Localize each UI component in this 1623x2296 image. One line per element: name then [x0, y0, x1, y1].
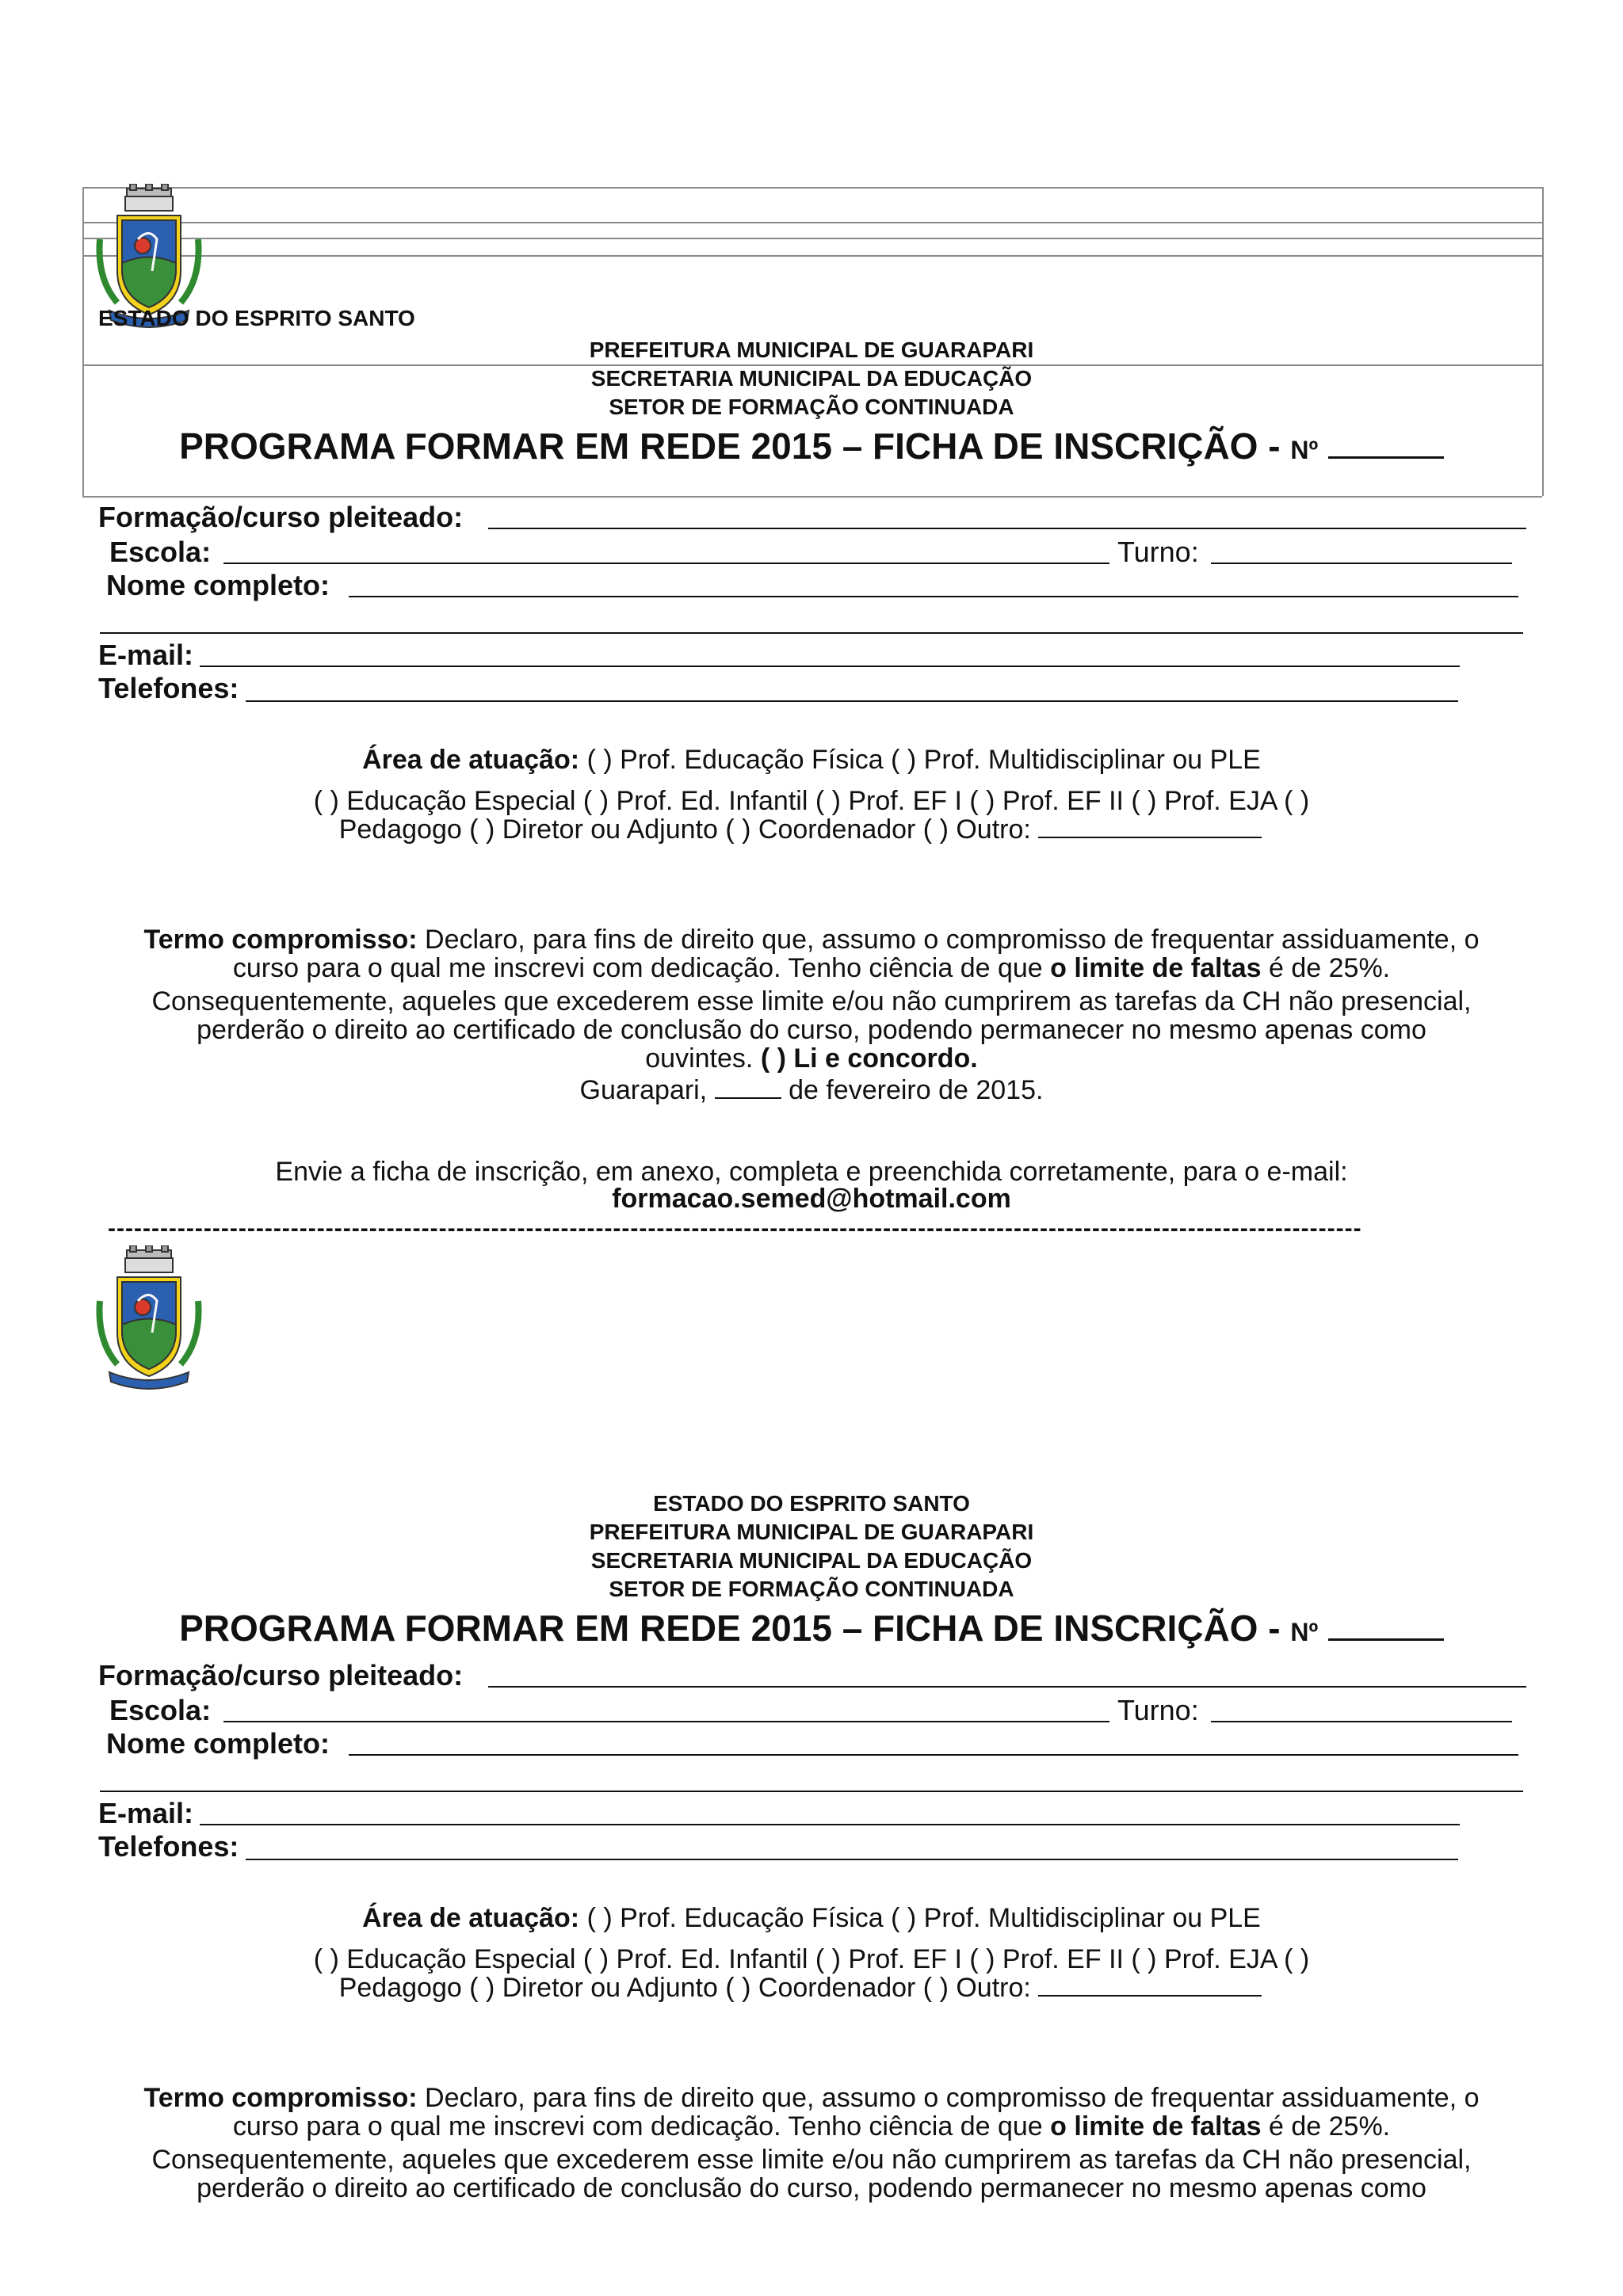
- termo-line-1: [95, 925, 1528, 954]
- area-line-1: [0, 745, 1623, 775]
- prefeitura-name: PREFEITURA MUNICIPAL DE GUARAPARI: [589, 1520, 1034, 1544]
- day-input-line[interactable]: [715, 1078, 781, 1099]
- date-line: [95, 1076, 1528, 1104]
- turno-label: Turno:: [1117, 1694, 1199, 1726]
- termo-line-3: Consequentemente, aqueles que excederem esse limite e/ou não cumprirem as tarefas da CH não presencial,: [151, 2145, 1472, 2175]
- nome-input-line-2[interactable]: [100, 1791, 1523, 1792]
- escola-label: Escola:: [109, 1694, 212, 1726]
- area-line-3: [0, 814, 1612, 845]
- nome-input-line[interactable]: [349, 1754, 1518, 1756]
- curso-label: Formação/curso pleiteado:: [98, 501, 464, 533]
- secretaria-name: SECRETARIA MUNICIPAL DA EDUCAÇÃO: [590, 366, 1033, 391]
- setor-name: SETOR DE FORMAÇÃO CONTINUADA: [609, 395, 1014, 419]
- outro-input-line[interactable]: [1038, 816, 1262, 838]
- state-name: ESTADO DO ESPRITO SANTO: [98, 306, 415, 330]
- form-number-blank[interactable]: [1328, 1607, 1444, 1641]
- curso-input-line[interactable]: [488, 528, 1526, 529]
- escola-label: Escola:: [109, 536, 212, 568]
- termo-text-5: ouvintes.: [645, 1043, 754, 1074]
- secretaria-name: SECRETARIA MUNICIPAL DA EDUCAÇÃO: [590, 1548, 1033, 1573]
- telefones-input-line[interactable]: [246, 1859, 1458, 1860]
- telefones-label: Telefones:: [98, 672, 239, 704]
- cut-separator: ------------------------------------------------------------------------------------------------------------------------------------------------: [108, 1215, 1362, 1241]
- agree-checkbox[interactable]: ( ) Li e concordo.: [760, 1043, 978, 1074]
- municipal-crest-logo: [94, 1245, 204, 1396]
- form-title: [0, 425, 1623, 467]
- area-line-1: [0, 1903, 1623, 1933]
- area-options-3[interactable]: Pedagogo ( ) Diretor ou Adjunto ( ) Coordenador ( ) Outro:: [338, 1973, 1031, 2003]
- form-title: [0, 1607, 1623, 1650]
- escola-input-line[interactable]: [223, 1721, 1109, 1722]
- area-options-3[interactable]: Pedagogo ( ) Diretor ou Adjunto ( ) Coordenador ( ) Outro:: [338, 814, 1031, 845]
- termo-text-2a: curso para o qual me inscrevi com dedicação. Tenho ciência de que: [232, 953, 1043, 983]
- nome-label: Nome completo:: [106, 1727, 330, 1760]
- escola-input-line[interactable]: [223, 563, 1109, 564]
- header-border-bottom: [82, 496, 1542, 498]
- area-options-2[interactable]: ( ) Educação Especial ( ) Prof. Ed. Infantil ( ) Prof. EF I ( ) Prof. EF II ( ) Prof. EJA ( ): [313, 786, 1310, 816]
- email-input-line[interactable]: [200, 1824, 1460, 1825]
- turno-label: Turno:: [1117, 536, 1199, 568]
- state-name: ESTADO DO ESPRITO SANTO: [653, 1491, 970, 1516]
- header-border-top: [82, 187, 1542, 189]
- form-number-blank[interactable]: [1328, 425, 1444, 459]
- outro-input-line[interactable]: [1038, 1974, 1262, 1997]
- header-rule: [82, 255, 1542, 257]
- area-options-2[interactable]: ( ) Educação Especial ( ) Prof. Ed. Infantil ( ) Prof. EF I ( ) Prof. EF II ( ) Prof. EJA ( ): [313, 1944, 1310, 1974]
- termo-line-3: Consequentemente, aqueles que excederem esse limite e/ou não cumprirem as tarefas da CH não presencial,: [151, 986, 1472, 1016]
- termo-block: [95, 2084, 1528, 2203]
- form-number-label: Nº: [1290, 1618, 1319, 1646]
- telefones-input-line[interactable]: [246, 700, 1458, 702]
- termo-line-4: perderão o direito ao certificado de conclusão do curso, podendo permanecer no mesmo apenas como: [197, 1015, 1426, 1045]
- email-input-line[interactable]: [200, 666, 1460, 667]
- turno-input-line[interactable]: [1211, 563, 1512, 564]
- area-label: Área de atuação:: [362, 745, 580, 775]
- termo-line-2: [95, 954, 1528, 982]
- envie-text: Envie a ficha de inscrição, em anexo, completa e preenchida corretamente, para o e-mail:: [275, 1157, 1348, 1187]
- date-prefix: Guarapari,: [579, 1075, 708, 1105]
- termo-text-1: Declaro, para fins de direito que, assumo o compromisso de frequentar assiduamente, o: [425, 2083, 1480, 2113]
- email-label: E-mail:: [98, 1797, 194, 1829]
- area-options-1[interactable]: ( ) Prof. Educação Física ( ) Prof. Multidisciplinar ou PLE: [586, 745, 1261, 775]
- termo-text-2a: curso para o qual me inscrevi com dedicação. Tenho ciência de que: [232, 2111, 1043, 2142]
- form-title-text: PROGRAMA FORMAR EM REDE 2015 – FICHA DE INSCRIÇÃO -: [179, 425, 1281, 467]
- header-rule: [82, 222, 1542, 223]
- termo-label: Termo compromisso:: [143, 925, 418, 955]
- termo-line-1: [95, 2084, 1528, 2112]
- nome-input-line-2[interactable]: [100, 632, 1523, 634]
- termo-label: Termo compromisso:: [143, 2083, 418, 2113]
- header-rule: [82, 238, 1542, 239]
- termo-line-4: perderão o direito ao certificado de conclusão do curso, podendo permanecer no mesmo apenas como: [197, 2173, 1426, 2203]
- curso-label: Formação/curso pleiteado:: [98, 1659, 464, 1691]
- termo-line-5: [95, 1044, 1528, 1073]
- termo-bold: o limite de faltas: [1050, 953, 1262, 983]
- termo-text-2b: é de 25%.: [1269, 953, 1391, 983]
- turno-input-line[interactable]: [1211, 1721, 1512, 1722]
- termo-text-2b: é de 25%.: [1269, 2111, 1391, 2142]
- prefeitura-name: PREFEITURA MUNICIPAL DE GUARAPARI: [589, 338, 1034, 362]
- email-label: E-mail:: [98, 639, 194, 671]
- nome-label: Nome completo:: [106, 569, 330, 601]
- area-label: Área de atuação:: [362, 1903, 580, 1933]
- termo-block: [95, 925, 1528, 1104]
- termo-bold: o limite de faltas: [1050, 2111, 1262, 2142]
- date-suffix: de fevereiro de 2015.: [789, 1075, 1044, 1105]
- email-address-link[interactable]: formacao.semed@hotmail.com: [612, 1184, 1011, 1214]
- telefones-label: Telefones:: [98, 1830, 239, 1863]
- form-number-label: Nº: [1290, 436, 1319, 464]
- termo-line-2: [95, 2112, 1528, 2141]
- setor-name: SETOR DE FORMAÇÃO CONTINUADA: [609, 1577, 1014, 1601]
- curso-input-line[interactable]: [488, 1686, 1526, 1688]
- form-title-text: PROGRAMA FORMAR EM REDE 2015 – FICHA DE INSCRIÇÃO -: [179, 1608, 1281, 1649]
- termo-text-1: Declaro, para fins de direito que, assumo o compromisso de frequentar assiduamente, o: [425, 925, 1480, 955]
- nome-input-line[interactable]: [349, 596, 1518, 597]
- area-line-3: [0, 1973, 1612, 2003]
- area-options-1[interactable]: ( ) Prof. Educação Física ( ) Prof. Multidisciplinar ou PLE: [586, 1903, 1261, 1933]
